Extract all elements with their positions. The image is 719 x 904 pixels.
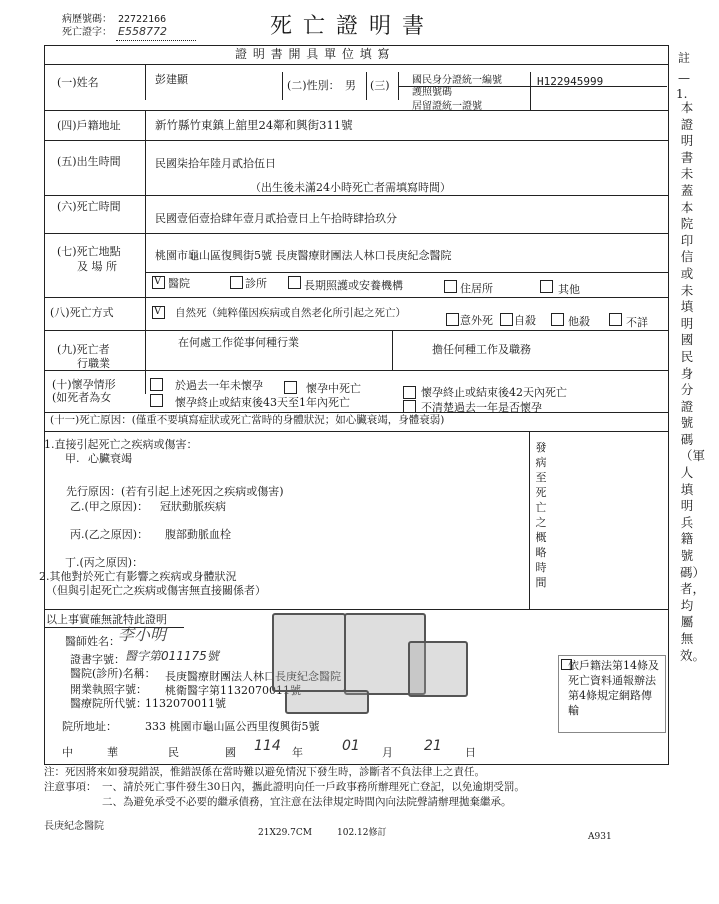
- cause-direct-label: 1.直接引起死亡之疾病或傷害：: [44, 438, 198, 451]
- id-section-label: (三): [370, 79, 390, 92]
- permit-label: 開業執照字號：: [70, 683, 147, 696]
- date-hua: 華: [107, 746, 118, 759]
- deceased-name: 彭建顯: [155, 73, 188, 86]
- footer-note-1: 注：死因將來如發現錯誤，惟錯誤係在當時難以避免情況下發生時，診斷者不負法律上之責任。: [44, 766, 485, 778]
- place-residence-label: 住居所: [460, 282, 493, 295]
- director-seal-stamp: [408, 641, 468, 697]
- pregnancy-during-label: 懷孕中死亡: [306, 382, 361, 395]
- manner-label: (八)死亡方式: [50, 306, 114, 319]
- death-certificate-page: 病歷號碼： 22722166 死亡證字： E558772 死 亡 證 明 書 註 — 1. 本證明書未蓋本院印信或未填明國民身分證號碼（軍人填明兵籍號碼）者，均屬無效。 證 明 書 開 具 單 位 填 寫 (一)姓名 彭建顯 (二)性別： 男 (三) 國民身分證統一編號 護照號碼 居留證統一證號 H122945999 (四)戶籍地址 新竹縣竹東鎮上舘里24鄰和興街311號 (五)出生時間 民國柒拾年陸月貳拾伍日 （出生後未滿24小時死亡者需填寫時間） (六)死亡時間 民國壹佰壹拾肆年壹月貳拾壹日上午拾時肆拾玖分 (七)死亡地點 及 場 所 桃園市龜山區復興街5號 長庚醫療財團法人林口長庚紀念醫院 V 醫院 診所 長期照護或安養機構 住居所 其他 (八)死亡方式 V 自然死（純粹僅因疾病或自然老化所引起之死亡） 意外死 自殺 他殺 不詳 (九)死亡者 行職業 在何處工作從事何種行業 擔任何種工作及職務 (十)懷孕情形 (如死者為女 於過去一年未懷孕 懷孕中死亡 懷孕終止或結束後42天內死亡 懷孕終止或結束後43天至1年內死亡 不清楚過去一年是否懷孕 (十一)死亡原因：(僅重不要填寫症狀或死亡當時的身體狀況；如心臟衰竭，身體衰弱) 發病至死亡之概略時間 1.直接引起死亡之疾病或傷害： 甲. 心臟衰竭 先行原因：(若有引起上述死因之疾病或傷害) 乙.(甲之原因)： 冠狀動脈疾病 丙.(乙之原因)： 腹部動脈血栓 丁.(丙之原因)： 2.其他對於死亡有影響之疾病或身體狀況 （但與引起死亡之疾病或傷害無直接關係者） 以上事實確無訛特此證明 醫師姓名： 李小明 證書字號： 醫字第011175號 醫院(診所)名稱： 長庚醫療財團法人林口長庚紀念醫院 開業執照字號： 桃衛醫字第1132070011號 醫療院所代號： 1132070011號 院所地址： 333 桃園市龜山區公西里復興街5號 依戶籍法第14條及死亡資料通報辦法第4條規定網路傳輸 中 華 民 國 114 年 01 月 21 日 注：死因將來如發現錯誤，惟錯誤係在當時難以避免情況下發生時，診斷者不負法律上之責任。 注意事項： 一、請於死亡事件發生30日內，攜此證明向任一戶政事務所辦理死亡登記，以免逾期受罰。 二、為避免承受不必要的繼承債務，宜注意在法律規定時間內向法院聲請辦理拋棄繼承。 長庚紀念醫院 21X29.7CM 102.12修訂 A931: [39, 14, 706, 842]
- occupation-question-2: 擔任何種工作及職務: [432, 343, 531, 356]
- death-place: 桃園市龜山區復興街5號 長庚醫療財團法人林口長庚紀念醫院: [155, 249, 452, 262]
- household-address: 新竹縣竹東鎮上舘里24鄰和興街311號: [155, 118, 353, 132]
- certify-statement: 以上事實確無訛特此證明: [46, 613, 167, 626]
- pregnancy-43days-checkbox[interactable]: [150, 394, 163, 407]
- pregnancy-label-2: (如死者為女: [52, 391, 112, 404]
- death-time: 民國壹佰壹拾肆年壹月貳拾壹日上午拾時肆拾玖分: [155, 212, 397, 225]
- cause-prior-label: 先行原因：(若有引起上述死因之疾病或傷害): [66, 485, 284, 498]
- sex-label: (二)性別：: [287, 79, 340, 92]
- cause-a-label: 甲.: [65, 452, 80, 465]
- address-label: 院所地址：: [62, 720, 117, 733]
- date-guo: 國: [225, 746, 236, 759]
- side-note-text: 本證明書未蓋本院印信或未填明國民身分證號碼（軍人填明兵籍號碼）者，均屬無效。: [680, 100, 706, 663]
- date-zhong: 中: [62, 746, 73, 759]
- facility-code-label: 醫療院所代號：: [70, 697, 147, 710]
- place-care-label: 長期照護或安養機構: [304, 279, 403, 292]
- manner-natural-checkbox[interactable]: V: [152, 306, 165, 319]
- place-other-checkbox[interactable]: [540, 280, 553, 293]
- occupation-label-1: (九)死亡者: [57, 343, 110, 356]
- doctor-signature: 李小明: [118, 625, 167, 644]
- cause-b-label: 乙.(甲之原因)：: [70, 500, 149, 513]
- cause-c-label: 丙.(乙之原因)：: [70, 528, 149, 541]
- form-subtitle: 證 明 書 開 具 單 位 填 寫: [235, 47, 391, 61]
- place-hospital-label: 醫院: [168, 277, 190, 290]
- pregnancy-42days-checkbox[interactable]: [403, 386, 416, 399]
- date-month: 01: [342, 738, 360, 754]
- doctor-label: 醫師姓名：: [65, 635, 120, 648]
- document-title: 死 亡 證 明 書: [270, 14, 426, 39]
- pregnancy-label-1: (十)懷孕情形: [52, 378, 116, 391]
- pregnancy-42days-label: 懷孕終止或結束後42天內死亡: [421, 386, 567, 399]
- medical-record-label: 病歷號碼：: [62, 14, 112, 25]
- facility-address: 333 桃園市龜山區公西里復興街5號: [145, 720, 320, 733]
- id-type-national: 國民身分證統一編號: [412, 75, 502, 86]
- death-time-label: (六)死亡時間: [57, 200, 121, 213]
- cause-a-value: 心臟衰竭: [88, 452, 132, 465]
- cause-d-label: 丁.(丙之原因)：: [65, 556, 144, 569]
- place-care-checkbox[interactable]: [288, 276, 301, 289]
- permit-number: 桃衛醫字第1132070011號: [165, 684, 301, 697]
- hospital-name: 長庚醫療財團法人林口長庚紀念醫院: [165, 670, 341, 683]
- date-day: 21: [424, 738, 442, 754]
- facility-code: 1132070011號: [145, 697, 226, 710]
- registration-note: 依戶籍法第14條及死亡資料通報辦法第4條規定網路傳輸: [568, 659, 659, 717]
- pregnancy-none-label: 於過去一年未懷孕: [175, 379, 263, 392]
- sex-value: 男: [345, 79, 356, 92]
- date-day-unit: 日: [465, 746, 476, 759]
- pregnancy-unknown-label: 不清楚過去一年是否懷孕: [421, 401, 542, 414]
- manner-suicide-label: 自殺: [514, 314, 536, 327]
- form-code: A931: [588, 832, 612, 842]
- death-cert-number: E558772: [118, 25, 167, 38]
- medical-record-number: 22722166: [118, 14, 167, 25]
- household-label: (四)戶籍地址: [57, 119, 121, 132]
- date-month-unit: 月: [382, 746, 393, 759]
- footer-note-2: 一、請於死亡事件發生30日內，攜此證明向任一戶政事務所辦理死亡登記，以免逾期受罰。: [102, 781, 525, 793]
- id-type-passport: 護照號碼: [412, 87, 452, 98]
- paper-size: 21X29.7CM: [258, 828, 312, 838]
- occupation-label-2: 行職業: [77, 357, 110, 370]
- id-type-residence: 居留證統一證號: [412, 101, 482, 112]
- pregnancy-43days-label: 懷孕終止或結束後43天至1年內死亡: [175, 396, 350, 409]
- place-clinic-checkbox[interactable]: [230, 276, 243, 289]
- print-code: 102.12修訂: [337, 828, 387, 838]
- place-residence-checkbox[interactable]: [444, 280, 457, 293]
- footer-note-2-label: 注意事項：: [44, 781, 97, 793]
- manner-accident-checkbox[interactable]: [446, 313, 459, 326]
- license-number: 醫字第011175號: [125, 649, 219, 663]
- cause-other-note: （但與引起死亡之疾病或傷害無直接關係者）: [46, 584, 266, 597]
- hospital-seal-stamp: [272, 613, 346, 692]
- birth-label: (五)出生時間: [57, 155, 121, 168]
- place-hospital-checkbox[interactable]: V: [152, 276, 165, 289]
- manner-suicide-checkbox[interactable]: [500, 313, 513, 326]
- side-note-label: 註: [678, 51, 691, 65]
- hospital-label: 醫院(診所)名稱：: [70, 667, 156, 680]
- death-cert-label: 死亡證字：: [62, 27, 112, 38]
- date-year-unit: 年: [292, 746, 303, 759]
- pregnancy-during-checkbox[interactable]: [284, 381, 297, 394]
- date-min: 民: [168, 746, 179, 759]
- footer-hospital: 長庚紀念醫院: [44, 821, 104, 832]
- manner-unknown-checkbox[interactable]: [609, 313, 622, 326]
- birth-note: （出生後未滿24小時死亡者需填寫時間）: [250, 181, 451, 194]
- seal-stamp-bar: [285, 690, 369, 714]
- place-label-2: 及 場 所: [77, 260, 117, 273]
- manner-homicide-checkbox[interactable]: [551, 313, 564, 326]
- place-label-1: (七)死亡地點: [57, 245, 121, 258]
- license-label: 證書字號：: [70, 653, 125, 666]
- cause-header: (十一)死亡原因：(僅重不要填寫症狀或死亡當時的身體狀況；如心臟衰竭，身體衰弱): [50, 414, 445, 426]
- footer-note-3: 二、為避免承受不必要的繼承債務，宜注意在法律規定時間內向法院聲請辦理拋棄繼承。: [102, 796, 512, 808]
- id-number: H122945999: [537, 75, 604, 88]
- date-year: 114: [254, 738, 281, 754]
- cause-c-value: 腹部動脈血栓: [165, 528, 231, 541]
- interval-label: 發病至死亡之概略時間: [535, 441, 547, 589]
- name-label: (一)姓名: [57, 76, 99, 89]
- place-other-label: 其他: [558, 283, 580, 296]
- manner-natural-label: 自然死（純粹僅因疾病或自然老化所引起之死亡）: [175, 307, 406, 319]
- manner-homicide-label: 他殺: [568, 315, 590, 328]
- manner-unknown-label: 不詳: [626, 316, 648, 329]
- cause-b-value: 冠狀動脈疾病: [160, 500, 226, 513]
- place-clinic-label: 診所: [245, 277, 267, 290]
- manner-accident-label: 意外死: [460, 314, 493, 327]
- occupation-question-1: 在何處工作從事何種行業: [178, 336, 299, 349]
- cause-other-label: 2.其他對於死亡有影響之疾病或身體狀況: [39, 570, 237, 583]
- pregnancy-none-checkbox[interactable]: [150, 378, 163, 391]
- side-note-number: 1.: [676, 87, 688, 101]
- birth-date: 民國柒拾年陸月貳拾伍日: [155, 157, 276, 170]
